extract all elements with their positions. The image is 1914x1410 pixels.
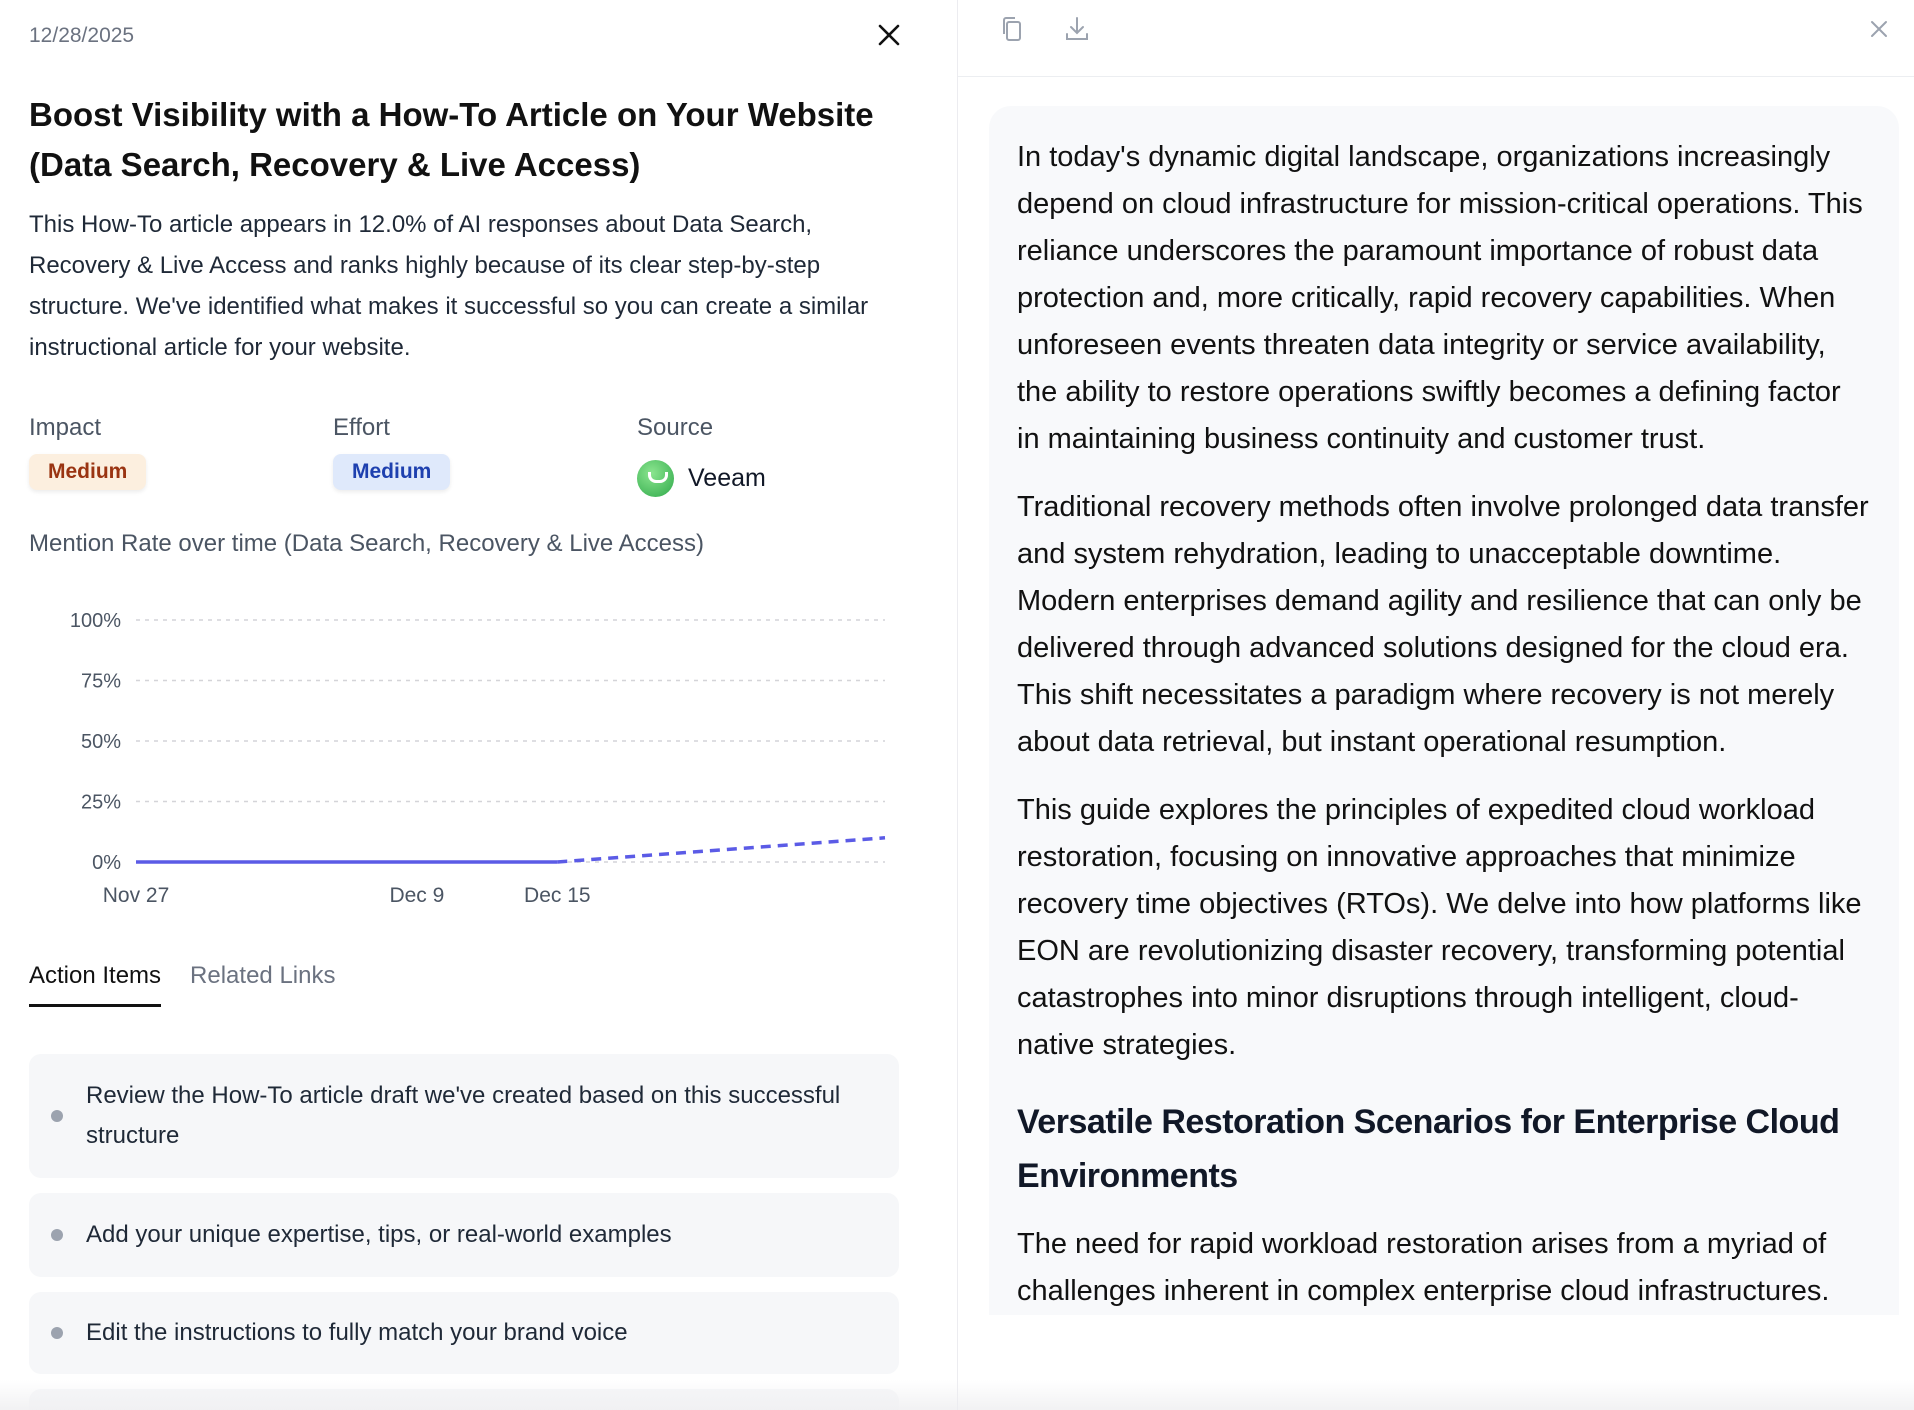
divider xyxy=(958,76,1914,77)
source-field xyxy=(637,414,766,497)
effort-label: Effort xyxy=(333,414,390,441)
action-item-text: Add your unique expertise, tips, or real-world examples xyxy=(86,1221,672,1248)
mention-rate-chart xyxy=(0,590,958,920)
tab-action-items[interactable]: Action Items xyxy=(29,962,161,1007)
paragraph: The need for rapid workload restoration arises from a myriad of challenges inherent in complex enterprise cloud infrastructures. xyxy=(1017,1228,1830,1307)
paragraph: Traditional recovery methods often involve prolonged data transfer and system rehydration, leading to unacceptable downtime. Modern enterprises demand agility and resilience that can only be delivered through advanced solutions designed for the cloud era. This shift necessitates a paradigm where recovery is not merely about data retrieval, but instant operational resumption. xyxy=(1017,491,1869,758)
x-tick-label: Nov 27 xyxy=(102,884,170,907)
bullet-icon xyxy=(51,1110,63,1122)
action-item xyxy=(29,1054,899,1178)
download-icon[interactable] xyxy=(1062,14,1092,44)
impact-field xyxy=(29,414,146,490)
y-tick-label: 100% xyxy=(69,610,121,632)
source-label: Source xyxy=(637,414,714,441)
article-preview-panel xyxy=(958,0,1914,1410)
chart-title: Mention Rate over time (Data Search, Recovery & Live Access) xyxy=(29,530,704,557)
bullet-icon xyxy=(51,1327,63,1339)
y-tick-label: 50% xyxy=(80,731,121,753)
y-tick-label: 25% xyxy=(80,791,121,814)
action-item xyxy=(29,1292,899,1374)
paragraph: This guide explores the principles of expedited cloud workload restoration, focusing on innovative approaches that minimize recovery time objectives (RTOs). We delve into how platforms like EON are revolutionizing disaster recovery, transforming potential catastrophes into minor disruptions through intelligent, cloud-native strategies. xyxy=(1017,794,1862,1061)
section-heading: Versatile Restoration Scenarios for Enterprise Cloud Environments xyxy=(1017,1103,1840,1195)
article-content xyxy=(989,106,1899,1315)
action-item-text: Review the How-To article draft we've created based on this successful structure xyxy=(86,1082,841,1149)
tab-related-links[interactable]: Related Links xyxy=(190,962,336,989)
scroll-fade xyxy=(0,1380,957,1410)
x-tick-label: Dec 9 xyxy=(389,884,445,907)
effort-badge: Medium xyxy=(333,454,450,490)
action-item-text: Edit the instructions to fully match your brand voice xyxy=(86,1319,628,1346)
tabs xyxy=(29,962,335,1007)
date: 12/28/2025 xyxy=(29,24,135,47)
impact-badge: Medium xyxy=(29,454,146,490)
paragraph: In today's dynamic digital landscape, organizations increasingly depend on cloud infrastructure for mission-critical operations. This reliance underscores the paramount importance of robust data protection and, more critically, rapid recovery capabilities. When unforeseen events threaten data integrity or service availability, the ability to restore operations swiftly becomes a defining factor in maintaining business continuity and customer trust. xyxy=(1017,141,1863,455)
effort-field xyxy=(333,414,450,490)
copy-icon[interactable] xyxy=(998,14,1028,44)
description: This How-To article appears in 12.0% of AI responses about Data Search, Recovery & Live Access and ranks highly because of its clear step-by-step structure. We've identified what makes it successful so you can create a similar instructional article for your website. xyxy=(29,211,869,361)
y-tick-label: 0% xyxy=(92,852,121,874)
bullet-icon xyxy=(51,1229,63,1241)
source-value: Veeam xyxy=(688,464,766,492)
scroll-fade xyxy=(958,1380,1914,1410)
action-item xyxy=(29,1193,899,1277)
close-icon[interactable] xyxy=(1864,14,1894,44)
series-line-projected xyxy=(557,838,885,862)
page-title: Boost Visibility with a How-To Article on Your Website (Data Search, Recovery & Live Access) xyxy=(29,96,874,183)
veeam-logo-icon xyxy=(637,460,674,497)
impact-label: Impact xyxy=(29,414,102,441)
close-icon[interactable] xyxy=(874,20,904,50)
y-tick-label: 75% xyxy=(80,670,121,693)
x-tick-label: Dec 15 xyxy=(524,884,591,907)
